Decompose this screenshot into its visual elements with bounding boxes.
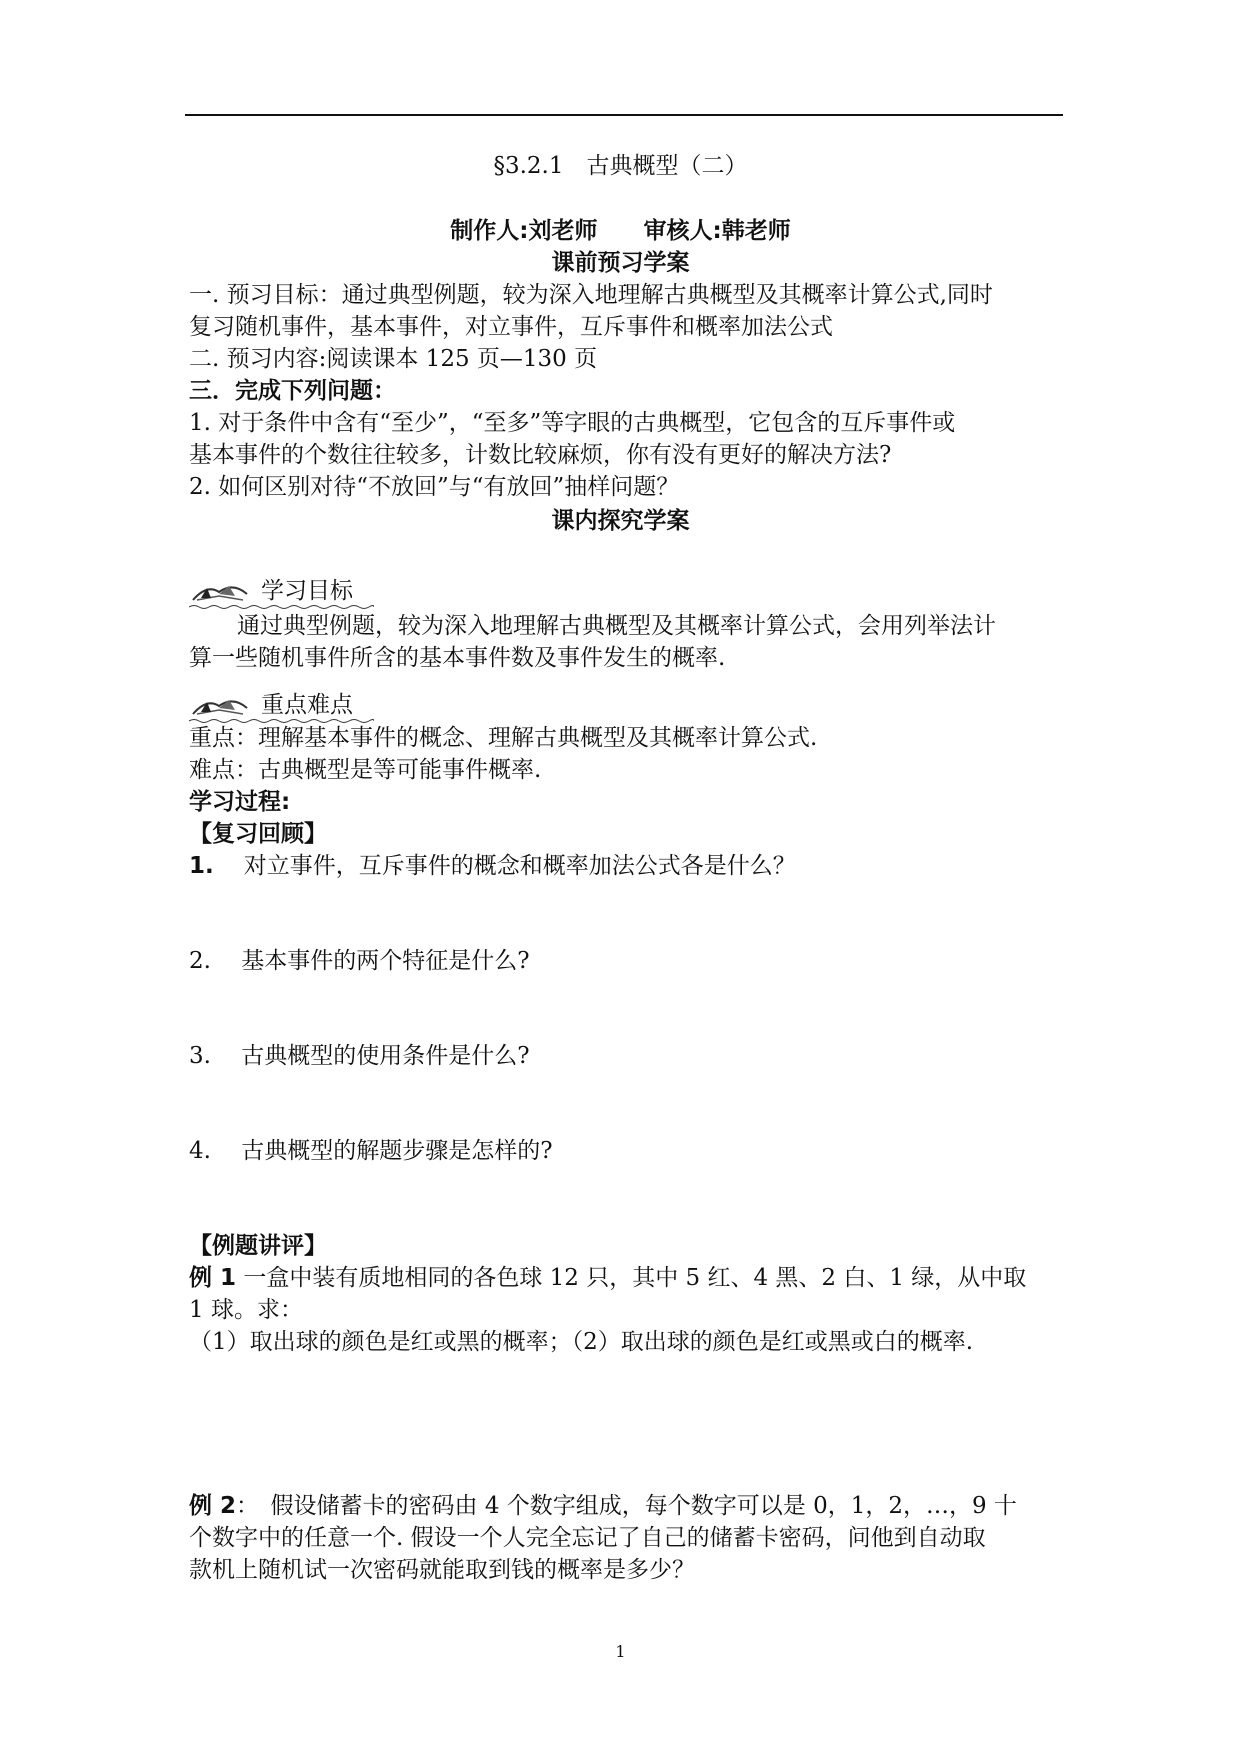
page-number: 1 [615, 1642, 626, 1661]
question-1-line2: 基本事件的个数往往较多，计数比较麻烦，你有没有更好的解决方法? [189, 442, 892, 468]
goals-line2: 算一些随机事件所含的基本事件数及事件发生的概率. [189, 645, 726, 671]
key-point: 重点：理解基本事件的概念、理解古典概型及其概率计算公式. [189, 725, 818, 751]
page-title: §3.2.1 古典概型（二） [493, 153, 748, 179]
learning-goals-head [189, 572, 353, 606]
preview-goal-line2: 复习随机事件，基本事件，对立事件，互斥事件和概率加法公式 [189, 314, 833, 340]
learning-goals-label: 学习目标 [261, 578, 353, 604]
question-2: 2. 如何区别对待“不放回”与“有放回”抽样问题？ [189, 474, 680, 500]
example-1-line1 [189, 1262, 1026, 1294]
example-2-line2: 个数字中的任意一个. 假设一个人完全忘记了自己的储蓄卡密码，问他到自动取 [189, 1525, 986, 1551]
inclass-heading: 课内探究学案 [551, 508, 690, 534]
key-points-label: 重点难点 [261, 692, 353, 718]
example-2-line1 [189, 1490, 1017, 1522]
goals-line1: 通过典型例题，较为深入地理解古典概型及其概率计算公式，会用列举法计 [237, 613, 996, 639]
preview-content: 二. 预习内容:阅读课本 125 页—130 页 [189, 346, 598, 372]
difficulty: 难点：古典概型是等可能事件概率. [189, 757, 542, 783]
review-question-2: 2. 基本事件的两个特征是什么? [189, 948, 530, 974]
header-rule [185, 114, 1063, 116]
questions-heading: 三．完成下列问题： [189, 378, 396, 404]
credits: 制作人:刘老师 审核人:韩老师 [450, 218, 791, 244]
example-1-label: 例 1 [189, 1265, 237, 1291]
review-q1-text: 对立事件，互斥事件的概念和概率加法公式各是什么？ [243, 853, 796, 879]
preview-heading: 课前预习学案 [551, 250, 690, 276]
example-2-label: 例 2 [189, 1493, 237, 1519]
example-1-line3: （1）取出球的颜色是红或黑的概率；（2）取出球的颜色是红或黑或白的概率. [189, 1329, 974, 1355]
book-icon [189, 578, 251, 606]
preview-goal-line1: 一. 预习目标：通过典型例题，较为深入地理解古典概型及其概率计算公式,同时 [189, 282, 993, 308]
key-points-head [189, 686, 353, 720]
example-1-text: 一盒中装有质地相同的各色球 12 只，其中 5 红、4 黑、2 白、1 绿，从中取 [236, 1265, 1027, 1291]
example-1-line2: 1 球。求： [189, 1297, 303, 1323]
book-icon [189, 692, 251, 720]
review-question-3: 3. 古典概型的使用条件是什么? [189, 1043, 530, 1069]
example-2-text: ： 假设储蓄卡的密码由 4 个数字组成，每个数字可以是 0，1，2，…，9 十 [236, 1493, 1017, 1519]
review-q1-number: 1. [189, 853, 214, 879]
example-2-line3: 款机上随机试一次密码就能取到钱的概率是多少？ [189, 1557, 695, 1583]
process-heading: 学习过程: [189, 789, 291, 815]
examples-heading: 【例题讲评】 [189, 1233, 327, 1259]
review-heading: 【复习回顾】 [189, 821, 327, 847]
review-question-1 [189, 850, 796, 882]
question-1-line1: 1. 对于条件中含有“至少”，“至多”等字眼的古典概型，它包含的互斥事件或 [189, 410, 956, 436]
review-question-4: 4. 古典概型的解题步骤是怎样的? [189, 1138, 553, 1164]
